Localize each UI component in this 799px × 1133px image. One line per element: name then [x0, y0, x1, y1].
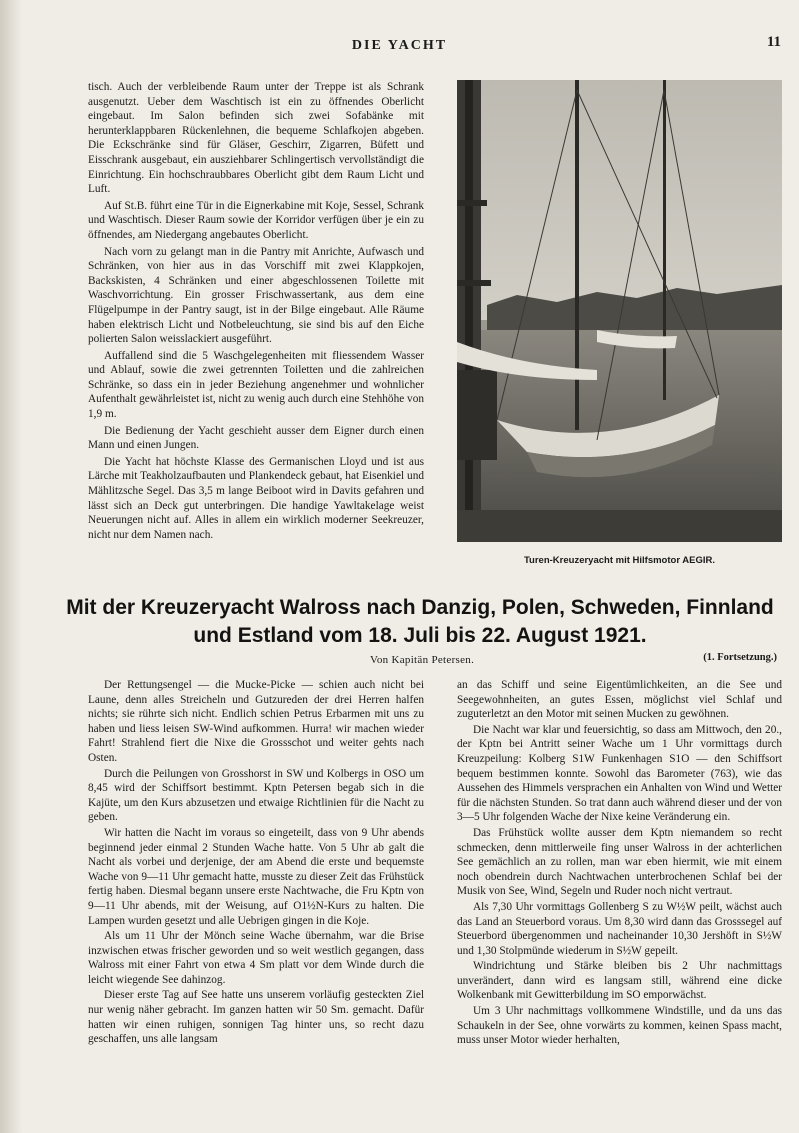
paragraph: Die Bedienung der Yacht geschieht ausser dem Eigner durch einen Mann und einen Jungen.: [88, 424, 424, 452]
article-right-column: [457, 678, 782, 1049]
paragraph: an das Schiff und seine Eigentümlichkeiten, an die See und Seegewohnheiten, an gutes Essen, möglichst viel Schlaf und zuguterletzt an den Motor mit seinen Mucken zu gewöhnen.: [457, 679, 782, 721]
yacht-photo-illustration: [457, 80, 782, 542]
paragraph: Dieser erste Tag auf See hatte uns unserem vorläufig gesteckten Ziel nur wenig näher gebracht. Im ganzen hatten wir 50 Sm. gemacht. Dafür hatten wir einen ruhigen, sonnigen Tag hinter uns, so recht dazu geschaffen, uns alle langsam: [88, 989, 424, 1046]
paragraph: Durch die Peilungen von Grosshorst in SW und Kolbergs in OSO um 8,45 wird der Schiffsort bestimmt. Kptn Petersen begab sich in die Kajüte, um den Kurs abzusetzen und etwaige Richtlinien für die Nacht zu geben.: [88, 767, 424, 824]
article-headline: Mit der Kreuzeryacht Walross nach Danzig, Polen, Schweden, Finnland und Estland vom 18. Juli bis 22. August 1921.: [66, 596, 774, 647]
paragraph: Nach vorn zu gelangt man in die Pantry mit Anrichte, Aufwasch und Schränken, von hier aus in das Vorschiff mit zwei Klappkojen, Backskisten, 4 Schränken und einer abgeschlossenen Toilette mit Waschvorrichtung. Ein grosser Frischwassertank, aus dem eine Flügelpumpe in der Pantry saugt, ist in der Bilge eingebaut. Alle Räume haben elektrisch Licht und Notbeleuchtung, sie sind bis auf den Eiche polierten Salon weisslackiert ausgeführt.: [88, 245, 424, 346]
article-byline: Von Kapitän Petersen.: [370, 654, 475, 666]
paragraph: Als um 11 Uhr der Mönch seine Wache übernahm, war die Brise inzwischen etwas frischer geworden und so weit westlich gegangen, dass Walross mit einer Fahrt von etwa 4 Sm platt vor dem Winde durch die leicht wiegende See dahinzog.: [88, 930, 424, 986]
yacht-photo: [457, 80, 782, 542]
paragraph: Windrichtung und Stärke bleiben bis 2 Uhr nachmittags unverändert, dann wird es langsam still, während eine dicke Wolkenbank mit Gewitterbildung im SO emporwächst.: [457, 960, 782, 1002]
paragraph: Die Yacht hat höchste Klasse des Germanischen Lloyd und ist aus Lärche mit Teakholzaufbauten und Plankendeck gebaut, hat Eisenkiel und Mählitzsche Segel. Das 3,5 m lange Beiboot wird in Davits gefahren und lässt sich an Deck gut unterbringen. Die handige Yawltakelage weist Neuerungen nicht auf. Alles in allem ein wirklich moderner Seekreuzer, nicht nur dem Namen nach.: [88, 455, 424, 541]
paragraph: Die Nacht war klar und feuersichtig, so dass am Mittwoch, den 20., der Kptn bei Antritt seiner Wache um 1 Uhr vormittags durch Kreuzpeilung: Kolberg S1W Funkenhagen S1O — den Schiffsort bequem bestimmen konnte. Sowohl das Barometer (763), wie das Aussehen des Himmels versprachen ein Anhalten von Wind und Wetter für die nächsten Stunden. So trat dann auch während dieser und der von 3—5 Uhr folgenden Wache der Nixe keine Veränderung ein.: [457, 723, 782, 824]
paragraph: Um 3 Uhr nachmittags vollkommene Windstille, und da uns das Schaukeln in der See, ohne vorwärts zu kommen, keinen Spass macht, muss unser Motor wieder herhalten,: [457, 1005, 782, 1047]
top-left-column: [88, 80, 424, 544]
paragraph: tisch. Auch der verbleibende Raum unter der Treppe ist als Schrank ausgenutzt. Ueber dem Waschtisch ist ein zu öffnendes Oberlicht eingebaut. Im Salon befinden sich zwei Sofabänke mit herunterklappbaren Rückenlehnen, die bequeme Schlafkojen abgeben. Die Eckschränke sind für Gläser, Geschirr, Zigarren, Büfett und Eisschrank ausgebaut, ein ausziehbarer Schlingertisch vervollständigt die Einrichtung. Ein hochschraubbares Oberlicht gibt dem Raum Licht und Luft.: [88, 81, 424, 196]
paragraph: Das Frühstück wollte ausser dem Kptn niemandem so recht schmecken, denn mittlerweile fing unser Walross in der achterlichen See gemächlich an zu rollen, man war eben hiermit, wie mit einem noch obendrein durch Nachtwachen unterbrochenen Schlaf bei der Musik von See, Wind, Segeln und Ruder noch nicht vertraut.: [457, 826, 782, 898]
paragraph: Der Rettungsengel — die Mucke-Picke — schien auch nicht bei Laune, denn alles Streicheln und Gutzureden der drei Herren halfen nichts; sie rührte sich nicht. Endlich schien Petrus Erbarmen mit uns zu haben und liess leisen SW-Wind aufkommen. Hurra! wir machen wieder Fahrt! Strahlend fiert die Nixe die Grossschot und weiter gehts nach Osten.: [88, 679, 424, 764]
page-gutter-shadow: [0, 0, 22, 1133]
running-title: DIE YACHT: [351, 38, 448, 53]
paragraph: Auf St.B. führt eine Tür in die Eignerkabine mit Koje, Sessel, Schrank und Waschtisch. Dieser Raum sowie der Korridor verfügen über je ein zu öffnendes, am Niedergang angebautes Oberlicht.: [88, 199, 424, 241]
article-left-column: [88, 678, 424, 1048]
paragraph: Als 7,30 Uhr vormittags Gollenberg S zu W½W peilt, wächst auch das Land an Steuerbord voraus. Um 8,30 wird dann das Grosssegel auf Steuerbord übergenommen und nacheinander 10,30 Jershöft in S½W und 1,30 Stolpmünde wiederum in S½W gepeilt.: [457, 900, 782, 957]
photo-caption: Turen-Kreuzeryacht mit Hilfsmotor AEGIR.: [523, 555, 716, 566]
continuation-note: (1. Fortsetzung.): [703, 652, 777, 663]
page-number: 11: [766, 34, 781, 50]
paragraph: Auffallend sind die 5 Waschgelegenheiten mit fliessendem Wasser und Ablauf, sowie die zwei getrennten Toiletten und die zahlreichen Schränke, so dass ein in jeder Beziehung angenehmer und wohnlicher Aufenthalt gewährleistet ist, nicht zu wenig auch durch eine Stehhöhe von 1,9 m.: [88, 349, 424, 421]
paragraph: Wir hatten die Nacht im voraus so eingeteilt, dass von 9 Uhr abends beginnend jeder einmal 2 Stunden Wache hatte. Von 5 Uhr ab galt die Nacht als vorbei und derjenige, der am Abend die erste und bequemste Wache von 9—11 Uhr gemacht hatte, musste zu dieser Zeit das Frühstück fertig haben. Diesmal begann unsere erste Nachtwache, die Fru Kptn von 9—11 Uhr abends, mit der Weisung, auf O1½N-Kurs zu halten. Die Lampen wurden gesetzt und alle Uebrigen gingen in die Koje.: [88, 826, 424, 927]
